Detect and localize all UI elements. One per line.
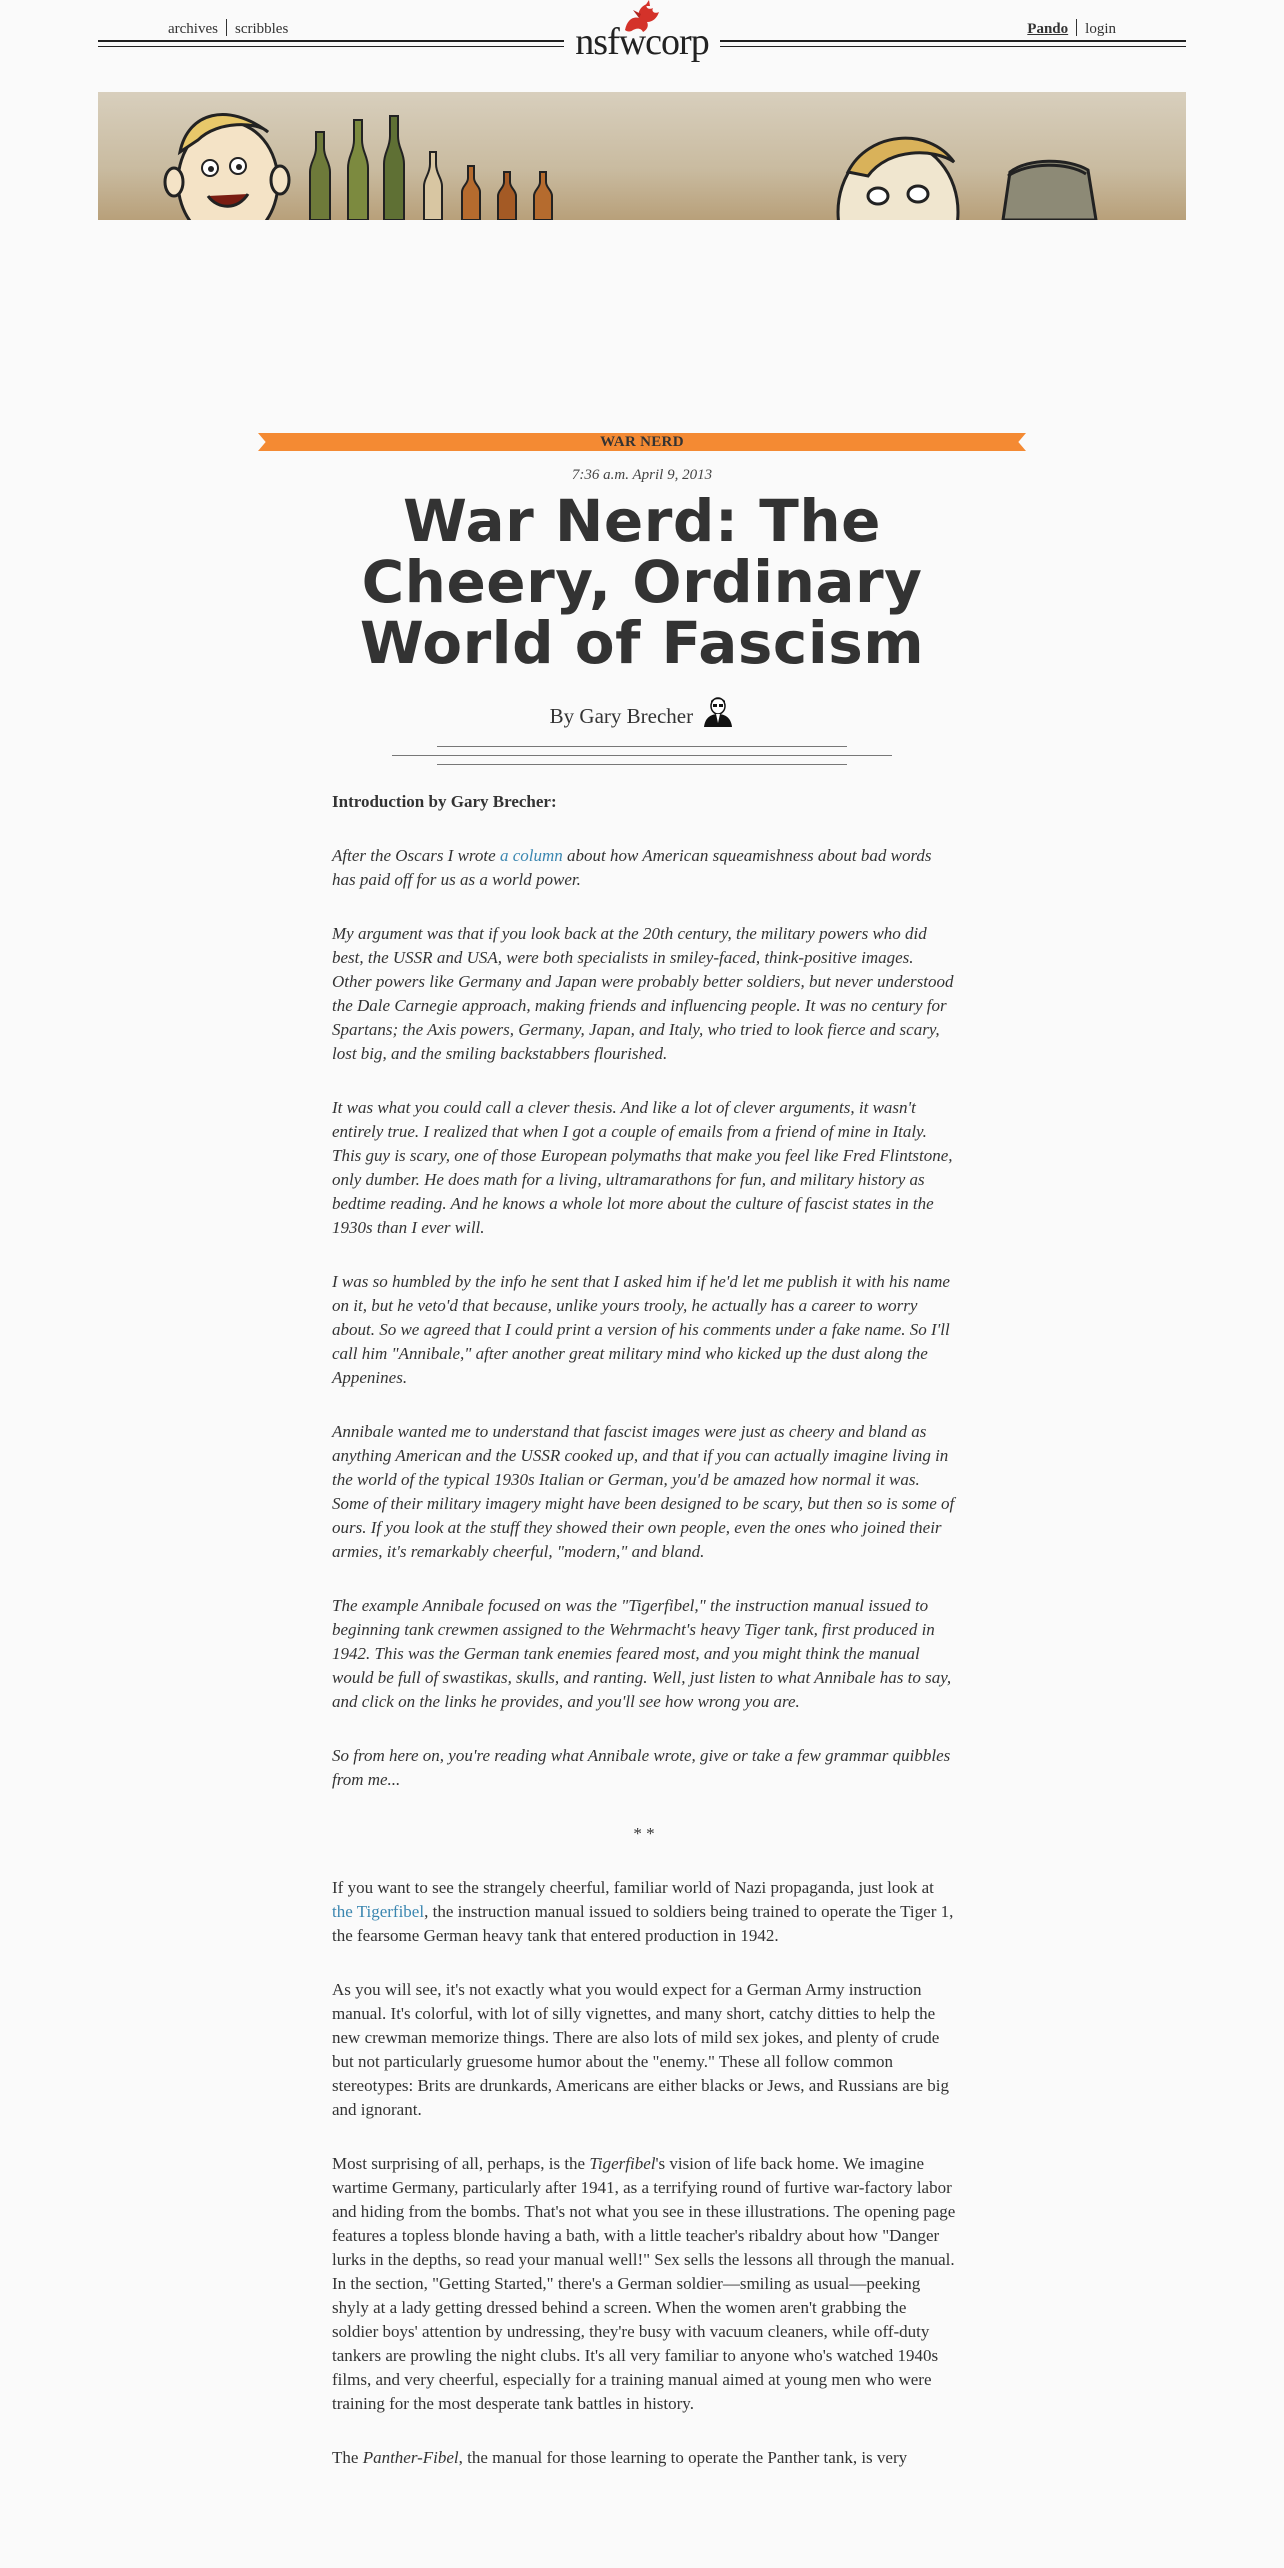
article-paragraph	[332, 844, 956, 892]
emphasis-text: Tigerfibel	[589, 2154, 656, 2173]
cartoon-boy-figure	[165, 115, 289, 220]
emphasis-text: Panther-Fibel	[362, 2448, 459, 2467]
nav-separator	[1076, 19, 1077, 36]
category-ribbon[interactable]	[258, 433, 1026, 451]
title-divider-middle	[392, 755, 892, 756]
title-divider-bottom	[437, 764, 847, 765]
paragraph-text: 's vision of life back home. We imagine wartime Germany, particularly after 1941, as a terrifying round of furtive war-factory labor and hiding from the bombs. That's not what you see in these illustrations. The opening page features a topless blonde having a bath, with a little teacher's ribaldry about how "Danger lurks in the depths, so read your manual well!" Sex sells the lessons all through the manual. In the section, "Getting Started," there's a German soldier—smiling as usual—peeking shyly at a lady getting dressed behind a screen. When the women aren't grabbing the soldier boys' attention by undressing, they're busy with vacuum cleaners, while off-duty tankers are prowling the night clubs. It's all very familiar to anyone who's watched 1940s films, and very cheerful, especially for a training manual aimed at young men who were training for the most desperate tank battles in history.	[332, 2154, 956, 2413]
article-paragraph: I was so humbled by the info he sent that I asked him if he'd let me publish it with his name on it, but he veto'd that because, unlike yours trooly, he actually has a career to worry about. So we agreed that I could print a version of his comments under a fake name. So I'll call him "Annibale," after another great military mind who kicked up the dust along the Appenines.	[332, 1272, 950, 1387]
nav-right	[1027, 19, 1116, 38]
paragraph-text: If you want to see the strangely cheerful, familiar world of Nazi propaganda, just look at	[332, 1878, 934, 1897]
article-paragraph: Annibale wanted me to understand that fascist images were just as cheery and bland as anything American and the USSR cooked up, and that if you can actually imagine living in the world of the typical 1930s Italian or German, you'd be amazed how normal it was. Some of their military imagery might have been designed to be scary, but then so is some of ours. If you look at the stuff they showed their own people, even the ones who joined their armies, it's remarkably cheerful, "modern," and bland.	[332, 1422, 955, 1561]
site-logo[interactable]	[567, 0, 717, 64]
article-paragraph	[332, 1876, 956, 1948]
paragraph-text: , the manual for those learning to operate the Panther tank, is very	[458, 2448, 908, 2467]
article-paragraph	[332, 2152, 956, 2416]
paragraph-text: Most surprising of all, perhaps, is the	[332, 2154, 590, 2173]
bottle-row	[310, 116, 552, 220]
article-paragraph: The example Annibale focused on was the "Tigerfibel," the instruction manual issued to beginning tank crewmen assigned to the Wehrmacht's heavy Tiger tank, first produced in 1942. This was the German tank enemies feared most, and you might think the manual would be full of swastikas, skulls, and ranting. Well, just listen to what Annibale has to say, and click on the links he provides, and you'll see how wrong you are.	[332, 1596, 952, 1711]
cartoon-figures-right	[838, 138, 1096, 220]
article-title: War Nerd: The Cheery, Ordinary World of Fascism	[359, 487, 925, 677]
header-rule-right	[720, 40, 1186, 42]
article-paragraph: My argument was that if you look back at the 20th century, the military powers who did best, the USSR and USA, were both specialists in smiley-faced, think-positive images. Other powers like Germany and Japan were probably better soldiers, but never understood the Dale Carnegie approach, making friends and influencing people. It was no century for Spartans; the Axis powers, Germany, Japan, and Italy, who tried to look fierce and scary, lost big, and the smiling backstabbers flourished.	[332, 924, 954, 1063]
paragraph-text: After the Oscars I wrote	[332, 846, 500, 865]
article-paragraph: So from here on, you're reading what Annibale wrote, give or take a few grammar quibbles from me...	[332, 1746, 951, 1789]
author-avatar-icon[interactable]	[702, 697, 734, 733]
site-header	[98, 0, 1186, 63]
nav-link-pando[interactable]: Pando	[1027, 21, 1069, 37]
header-rule-left-thin	[98, 46, 564, 47]
header-rule-left	[98, 40, 564, 42]
title-divider-top	[437, 746, 847, 747]
article-paragraph: It was what you could call a clever thesis. And like a lot of clever arguments, it wasn't entirely true. I realized that when I got a couple of emails from a friend of mine in Italy. This guy is scary, one of those European polymaths that make you feel like Fred Flintstone, only dumber. He does math for a living, ultramarathons for fun, and military history as bedtime reading. And he knows a whole lot more about the culture of fascist states in the 1930s than I ever will.	[332, 1098, 953, 1237]
nav-left	[168, 19, 288, 38]
paragraph-text: The	[332, 2448, 363, 2467]
category-label: WAR NERD	[600, 434, 684, 450]
header-banner-illustration	[98, 92, 1186, 220]
nav-separator	[226, 19, 227, 36]
logo-wordmark: nsfwcorp	[575, 21, 709, 63]
nav-link-login[interactable]: login	[1085, 21, 1116, 37]
nav-link-archives[interactable]: archives	[168, 21, 218, 37]
banner-artwork	[98, 92, 1186, 220]
article-byline	[0, 697, 1284, 733]
article-paragraph: As you will see, it's not exactly what you would expect for a German Army instruction manual. It's colorful, with lot of silly vignettes, and many short, catchy ditties to help the new crewman memorize things. There are also lots of mild sex jokes, and plenty of crude but not particularly gruesome humor about the "enemy." These all follow common stereotypes: Brits are drunkards, Americans are either blacks or Jews, and Russians are big and ignorant.	[332, 1980, 950, 2119]
section-break: * *	[633, 1824, 655, 1843]
article-paragraph	[332, 2446, 956, 2470]
article-body	[332, 790, 956, 2500]
paragraph-text: about how American squeamishness about bad words has paid off for us as a world power.	[332, 846, 932, 889]
tigerfibel-link[interactable]: the Tigerfibel	[332, 1902, 425, 1921]
header-rule-right-thin	[720, 46, 1186, 47]
intro-heading: Introduction by Gary Brecher:	[332, 792, 557, 811]
nav-link-scribbles[interactable]: scribbles	[234, 21, 289, 37]
paragraph-text: , the instruction manual issued to soldiers being trained to operate the Tiger 1, the fearsome German heavy tank that entered production in 1942.	[332, 1902, 954, 1945]
column-link[interactable]: a column	[499, 846, 563, 865]
article-dateline: 7:36 a.m. April 9, 2013	[571, 467, 713, 483]
byline-text: By Gary Brecher	[549, 704, 694, 728]
